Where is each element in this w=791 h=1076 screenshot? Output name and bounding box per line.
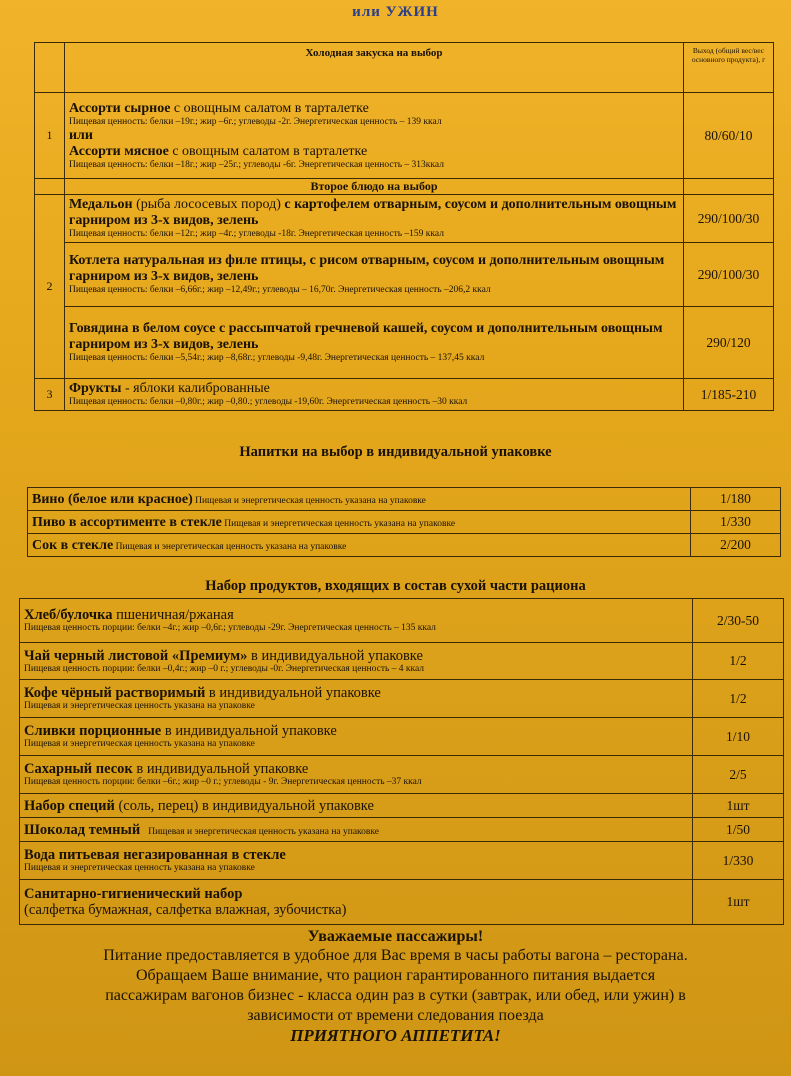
item-weight: 1/2 [693,643,784,680]
item-name: Кофе чёрный растворимый [24,685,206,701]
drink-name: Вино (белое или красное) [32,492,193,507]
table-row [20,718,784,756]
table-row [35,195,774,243]
footer-closing: ПРИЯТНОГО АППЕТИТА! [290,1026,501,1045]
item-weight: 1/2 [693,680,784,718]
table-row [28,534,781,557]
num-cell [35,179,65,195]
item-desc: в индивидуальной упаковке [247,647,423,664]
item-desc: (салфетка бумажная, салфетка влажная, зубочистка) [24,902,347,918]
dish-desc: (рыба лососевых пород) [132,197,285,212]
item-weight: 1шт [693,794,784,818]
item-weight: 1/10 [693,718,784,756]
empty-cell [684,179,774,195]
drink-name: Сок в стекле [32,538,114,553]
num-header [35,43,65,93]
nutrition-info: Пищевая ценность: белки –12г.; жир –4г.; углеводы -18г. Энергетическая ценность –159 ккал [68,229,444,239]
dish-name: Котлета натуральная из филе птицы, с рисом отварным, соусом и дополнительным овощным гарниром из 3-х видов, зелень [68,253,665,284]
subheading-row [35,179,774,195]
footer-line: пассажирам вагонов бизнес - класса один раз в сутки (завтрак, или обед, или ужин) в [105,987,686,1004]
item-weight: 1/330 [693,842,784,880]
dry-ration-heading: Набор продуктов, входящих в состав сухой части рациона [205,578,586,594]
dish-weight: 290/100/30 [684,243,774,307]
table-row [20,818,784,842]
nutrition-info: Пищевая ценность: белки –5,54г.; жир –8,68г.; углеводы -9,48г. Энергетическая ценность – 137,45 ккал [68,353,485,363]
drink-note: Пищевая и энергетическая ценность указана на упаковке [113,542,347,552]
item-name: Сахарный песок [24,761,133,777]
table-row [35,93,774,179]
nutrition-info: Пищевая ценность: белки –19г.; жир –6г.; углеводы -2г. Энергетическая ценность – 139 ккал [68,116,442,127]
or-label: или [68,127,93,143]
drink-name: Пиво в ассортименте в стекле [32,515,222,530]
item-name: Вода питьевая негазированная в стекле [24,847,286,863]
table-row [35,243,774,307]
item-weight: 2/30-50 [693,599,784,643]
nutrition-info: Пищевая ценность порции: белки –0,4г.; жир –0 г.; углеводы -0г. Энергетическая ценность – 4 ккал [24,663,425,674]
footer-title: Уважаемые пассажиры! [307,928,484,945]
dish-weight: 290/120 [684,307,774,379]
table-row [35,307,774,379]
table-header-row [35,43,774,93]
yield-heading: Выход (общий вес/вес основного продукта), г [684,43,774,93]
row-number: 1 [35,93,65,179]
table-row [20,794,784,818]
item-name: Хлеб/булочка [24,607,113,623]
dish-name: Говядина в белом соусе с рассыпчатой гречневой кашей, соусом и дополнительным овощным гарниром из 3-х видов, зелень [68,321,663,352]
dish-name-cont: с картофелем отварным, соусом и дополнительным овощным гарниром из 3-х видов, зелень [68,197,677,228]
item-weight: 1шт [693,880,784,925]
dish-name: Медальон [68,197,133,212]
table-row [35,379,774,411]
table-row [28,488,781,511]
dish-name: Ассорти мясное [68,143,169,159]
nutrition-info: Пищевая ценность: белки –0,80г.; жир –0,80.; углеводы -19,60г. Энергетическая ценность –30 ккал [68,397,468,407]
item-desc: в индивидуальной упаковке [205,685,381,701]
nutrition-info: Пищевая ценность: белки –18г.; жир –25г.; углеводы -6г. Энергетическая ценность – 313ккал [68,159,444,170]
main-dish-0 [64,195,683,243]
nutrition-info: Пищевая и энергетическая ценность указана на упаковке [148,826,380,837]
dish-desc: с овощным салатом в тарталетке [170,100,369,116]
table-row [28,511,781,534]
drinks-table [27,487,781,557]
item-desc: (соль, перец) в индивидуальной упаковке [114,797,374,814]
dish-name: Фрукты [68,381,122,396]
item-name: Чай черный листовой «Премиум» [24,647,248,664]
table-row [20,880,784,925]
item-name: Набор специй [24,797,115,814]
item-weight: 1/50 [693,818,784,842]
drink-weight: 2/200 [691,534,781,557]
nutrition-info: Пищевая ценность порции: белки –6г.; жир –0 г.; углеводы - 9г. Энергетическая ценность –37 ккал [24,777,422,787]
drink-note: Пищевая и энергетическая ценность указана на упаковке [192,496,426,506]
drink-weight: 1/180 [691,488,781,511]
meal-header: или УЖИН [352,4,439,20]
nutrition-info: Пищевая и энергетическая ценность указана на упаковке [24,739,255,749]
table-row [20,680,784,718]
cold-starter-options [64,93,683,179]
drink-weight: 1/330 [691,511,781,534]
fruit-item [64,379,683,411]
dry-ration-table [19,598,784,925]
item-weight: 2/5 [693,756,784,794]
item-name: Санитарно-гигиенический набор [24,886,243,902]
table-row [20,842,784,880]
table-row [20,599,784,643]
main-dish-1 [64,243,683,307]
nutrition-info: Пищевая ценность: белки –6,66г.; жир –12,49г.; углеводы – 16,70г. Энергетическая ценность –206,2 ккал [68,285,491,295]
main-dishes-table [34,42,774,411]
dish-desc: - яблоки калиброванные [121,381,270,396]
nutrition-info: Пищевая ценность порции: белки –4г.; жир –0,6г.; углеводы -29г. Энергетическая ценность – 135 ккал [24,623,436,633]
row-number: 3 [35,379,65,411]
item-desc: в индивидуальной упаковке [132,761,309,777]
nutrition-info: Пищевая и энергетическая ценность указана на упаковке [24,701,255,711]
table-row [20,756,784,794]
dish-name: Ассорти сырное [68,100,171,116]
footer-line: зависимости от времени следования поезда [247,1007,544,1024]
item-desc: пшеничная/ржаная [112,607,234,623]
dish-desc: с овощным салатом в тарталетке [168,143,368,159]
cold-starter-heading: Холодная закуска на выбор [64,43,683,93]
row-number: 2 [35,195,65,379]
dish-weight: 80/60/10 [684,93,774,179]
main-dish-2 [64,307,683,379]
drink-note: Пищевая и энергетическая ценность указана на упаковке [221,519,456,529]
table-row [20,643,784,680]
dish-weight: 290/100/30 [684,195,774,243]
item-name: Сливки порционные [24,723,162,739]
footer-line: Питание предоставляется в удобное для Вас время в часы работы вагона – ресторана. [103,947,688,964]
main-course-heading: Второе блюдо на выбор [64,179,683,195]
dish-weight: 1/185-210 [684,379,774,411]
item-desc: в индивидуальной упаковке [161,723,337,739]
drinks-heading: Напитки на выбор в индивидуальной упаковке [239,444,552,460]
nutrition-info: Пищевая и энергетическая ценность указана на упаковке [24,863,255,873]
item-name: Шоколад темный [24,821,141,838]
footer-notice [0,928,791,1046]
footer-line: Обращаем Ваше внимание, что рацион гарантированного питания выдается [135,967,656,984]
